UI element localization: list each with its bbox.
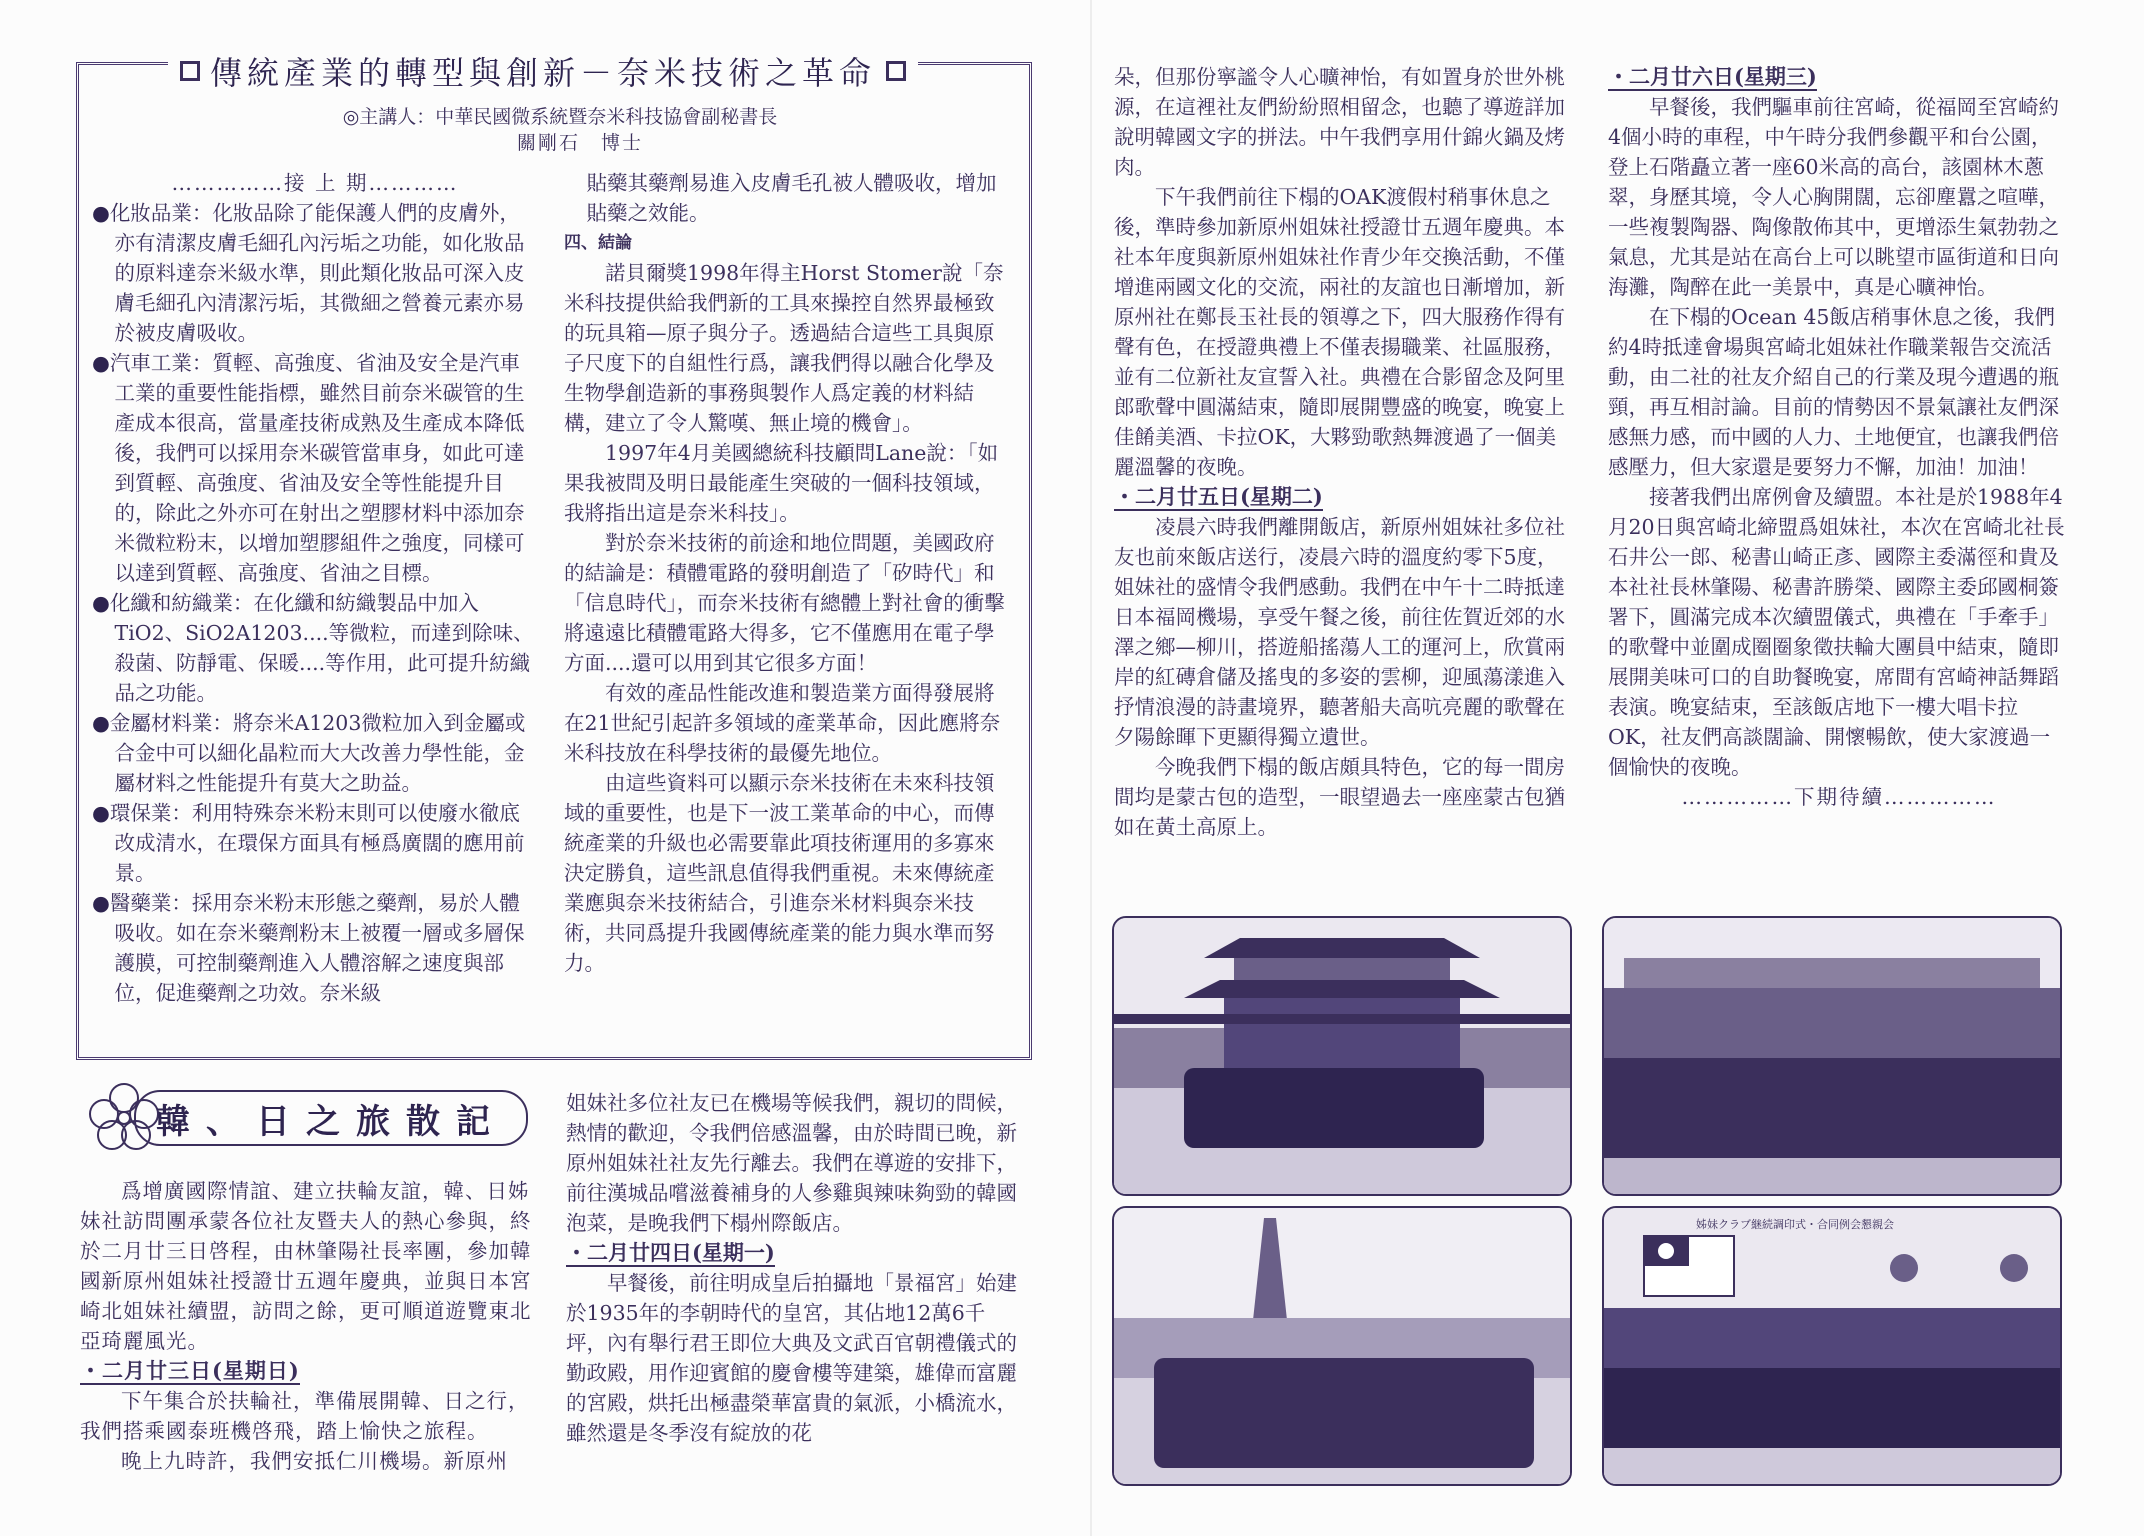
bullet-automotive: ● 汽車工業：質輕、高強度、省油及安全是汽車工業的重要性能指標，雖然目前奈米碳管的生產成本很高，當量產技術成熟及生產成本降低後，我們可以採用奈米碳管當車身，如此可達到質輕、高強度、省油及安全等性能提升目的，除此之外亦可在射出之塑膠材料中添加奈米微粒粉末，以增加塑膠組件之強度，同樣可以達到質輕、高強度、省油之目標。 bbox=[92, 348, 538, 588]
photo-palace-group bbox=[1112, 916, 1572, 1196]
paragraph: 對於奈米技術的前途和地位問題，美國政府的結論是：積體電路的發明創造了「矽時代」和「信息時代」，而奈米技術有總體上對社會的衝擊將遠遠比積體電路大得多，它不僅應用在電子學方面....還可以用到其它很多方面！ bbox=[564, 531, 1005, 675]
page-fold bbox=[1090, 0, 1092, 1536]
paragraph: 朵，但那份寧謐令人心曠神怡，有如置身於世外桃源，在這裡社友們紛紛照相留念，也聽了導遊詳加說明韓國文字的拼法。中午我們享用什錦火鍋及烤肉。 bbox=[1114, 65, 1565, 179]
travel-article-title: 韓、日之旅散記 bbox=[156, 1101, 506, 1142]
bullet-medicine: ● 醫藥業：採用奈米粉末形態之藥劑，易於人體吸收。如在奈米藥劑粉末上被覆一層或多層保護膜，可控制藥劑進入人體溶解之速度與部位，促進藥劑之功效。奈米級 bbox=[92, 888, 538, 1008]
travel-column-4 bbox=[1608, 62, 2070, 812]
continued-marker: ……………接 上 期………… bbox=[171, 171, 459, 195]
travel-column-2 bbox=[566, 1088, 1024, 1448]
paragraph: 由這些資料可以顯示奈米技術在未來科技領域的重要性，也是下一波工業革命的中心，而傳統產業的升級也必需要靠此項技術運用的多寡來決定勝負，這些訊息值得我們重視。未來傳統產業應與奈米技術結合，引進奈米材料與奈米技術，共同爲提升我國傳統產業的能力與水準而努力。 bbox=[564, 771, 995, 975]
square-ornament-icon bbox=[180, 61, 200, 81]
photo-banquet-hall bbox=[1602, 916, 2062, 1196]
section-heading: 四、結論 bbox=[564, 233, 632, 253]
speaker-name: 關剛石 博士 bbox=[516, 132, 643, 154]
bullet-cosmetics: ● 化妝品業：化妝品除了能保護人們的皮膚外，亦有清潔皮膚毛細孔內污垢之功能，如化妝品的原料達奈米級水準，則此類化妝品可深入皮膚毛細孔內清潔污垢，其微細之營養元素亦易於被皮膚吸收。 bbox=[92, 198, 538, 348]
date-heading: ・二月廿六日(星期三) bbox=[1608, 64, 1817, 89]
photo-park-tower bbox=[1112, 1206, 1572, 1486]
nano-left-column bbox=[92, 168, 538, 1008]
date-heading: ・二月廿五日(星期二) bbox=[1114, 484, 1323, 509]
paragraph: 凌晨六時我們離開飯店，新原州姐妹社多位社友也前來飯店送行，凌晨六時的溫度約零下5度，姐妹社的盛情令我們感動。我們在中午十二時抵達日本福岡機場，享受午餐之後，前往佐賀近郊的水澤之鄉—柳川，搭遊船搖蕩人工的運河上，欣賞兩岸的紅磚倉儲及搖曳的多姿的雲柳，迎風蕩漾進入抒情浪漫的詩畫境界，聽著船夫高吭亮麗的歌聲在夕陽餘暉下更顯得獨立遺世。 bbox=[1114, 515, 1565, 749]
paragraph: 早餐後，前往明成皇后拍攝地「景福宮」始建於1935年的李朝時代的皇宮，其佔地12萬6千坪，內有舉行君王即位大典及文武百官朝禮儀式的勤政殿，用作迎賓館的慶會樓等建築，雄偉而富麗的宮殿，烘托出極盡榮華富貴的氣派，小橋流水，雖然還是冬季沒有綻放的花 bbox=[566, 1271, 1017, 1445]
paragraph: 諾貝爾獎1998年得主Horst Stomer說「奈米科技提供給我們新的工具來操控自然界最極致的玩具箱—原子與分子。透過結合這些工具與原子尺度下的自組性行爲，讓我們得以融合化學及生物學創造新的事務與製作人爲定義的材料結構，建立了令人驚嘆、無止境的機會」。 bbox=[564, 261, 1004, 435]
travel-column-3 bbox=[1114, 62, 1576, 842]
travel-column-1 bbox=[80, 1176, 532, 1476]
speaker-line: ◎主講人：中華民國微系統暨奈米科技協會副秘書長 bbox=[342, 106, 778, 128]
nano-right-column bbox=[564, 168, 1010, 978]
paragraph: 下午集合於扶輪社，準備展開韓、日之行，我們搭乘國泰班機啓飛，踏上愉快之旅程。 bbox=[80, 1389, 530, 1443]
to-be-continued: ……………下期待續…………… bbox=[1681, 785, 1997, 809]
speaker-credit bbox=[300, 104, 820, 156]
paragraph: 早餐後，我們驅車前往宮崎，從福岡至宮崎約4個小時的車程，中午時分我們參觀平和台公園，登上石階矗立著一座60米高的高台，該園林木蔥翠，身歷其境，令人心胸開闊，忘卻塵囂之喧嘩，一些複製陶器、陶像散佈其中，更增添生氣勃勃之氣息，尤其是站在高台上可以眺望市區街道和日向海灘，陶醉在此一美景中，真是心曠神怡。 bbox=[1608, 95, 2059, 299]
bullet-textile: ● 化纖和紡織業：在化纖和紡織製品中加入TiO2、SiO2A1203....等微粒，而達到除味、殺菌、防靜電、保暖....等作用，此可提升紡織品之功能。 bbox=[92, 588, 538, 708]
nano-article-title: 傳統產業的轉型與創新－奈米技術之革命 bbox=[209, 54, 876, 92]
paragraph: 接著我們出席例會及續盟。本社是於1988年4月20日與宮崎北締盟爲姐妹社，本次在宮崎北社長石井公一郎、秘書山崎正彥、國際主委滿徑和貴及本社社長林肇陽、秘書許勝榮、國際主委邱國桐簽署下，圓滿完成本次續盟儀式，典禮在「手牽手」的歌聲中並圍成圈圈象徵扶輪大團員中結束，隨即展開美味可口的自助餐晚宴，席間有宮崎神話舞蹈表演。晚宴結束，至該飯店地下一樓大唱卡拉OK，社友們高談闊論、開懷暢飲，使大家渡過一個愉快的夜晚。 bbox=[1608, 485, 2065, 779]
intro-paragraph: 爲增廣國際情誼、建立扶輪友誼，韓、日姊妹社訪問團承蒙各位社友暨夫人的熱心參與，終於二月廿三日啓程，由林肇陽社長率團，參加韓國新原州姐妹社授證廿五週年慶典，並與日本宮崎北姐妹社續盟，訪問之餘，更可順道遊覽東北亞琦麗風光。 bbox=[80, 1179, 532, 1353]
nano-title-bar bbox=[168, 48, 918, 94]
paragraph: 今晚我們下榻的飯店頗具特色，它的每一間房間均是蒙古包的造型，一眼望過去一座座蒙古包猶如在黃土高原上。 bbox=[1114, 755, 1565, 839]
paragraph: 有效的產品性能改進和製造業方面得發展將在21世紀引起許多領域的產業革命，因此應將奈米科技放在科學技術的最優先地位。 bbox=[564, 681, 1001, 765]
bullet-environment: ● 環保業：利用特殊奈米粉末則可以使廢水徹底改成清水，在環保方面具有極爲廣闊的應用前景。 bbox=[92, 798, 538, 888]
continued-paragraph: 貼藥其藥劑易進入皮膚毛孔被人體吸收，增加貼藥之效能。 bbox=[586, 171, 997, 225]
paragraph: 在下榻的Ocean 45飯店稍事休息之後，我們約4時抵達會場與宮崎北姐妹社作職業報告交流活動，由二社的社友介紹自己的行業及現今遭遇的瓶頸，再互相討論。目前的情勢因不景氣讓社友們深感無力感，而中國的人力、土地便宜，也讓我們倍感壓力，但大家還是要努力不懈，加油！加油！ bbox=[1608, 305, 2059, 479]
bullet-metal: ● 金屬材料業：將奈米A1203微粒加入到金屬或合金中可以細化晶粒而大大改善力學性能，金屬材料之性能提升有莫大之助益。 bbox=[92, 708, 538, 798]
paragraph: 晚上九時許，我們安抵仁川機場。新原州 bbox=[121, 1449, 508, 1473]
date-heading: ・二月廿四日(星期一) bbox=[566, 1240, 775, 1265]
square-ornament-icon bbox=[886, 61, 906, 81]
paragraph: 1997年4月美國總統科技顧問Lane說：「如果我被問及明日最能產生突破的一個科技領域，我將指出這是奈米科技」。 bbox=[564, 441, 999, 525]
ceremony-banner-text: 姊妹クラブ継続調印式・合同例会懇親会 bbox=[1696, 1218, 1894, 1231]
travel-title-banner bbox=[134, 1090, 528, 1146]
paragraph: 姐妹社多位社友已在機場等候我們，親切的問候，熱情的歡迎，令我們倍感溫馨，由於時間已晚，新原州姐妹社社友先行離去。我們在導遊的安排下，前往漢城品嚐滋養補身的人參雞與辣味夠勁的韓國泡菜，是晚我們下榻州際飯店。 bbox=[566, 1091, 1017, 1235]
date-heading: ・二月廿三日(星期日) bbox=[80, 1358, 300, 1383]
photo-renewal-ceremony bbox=[1602, 1206, 2062, 1486]
paragraph: 下午我們前往下榻的OAK渡假村稍事休息之後，準時參加新原州姐妹社授證廿五週年慶典。本社本年度與新原州姐妹社作青少年交換活動，不僅增進兩國文化的交流，兩社的友誼也日漸增加，新原州社在鄭長玉社長的領導之下，四大服務作得有聲有色，在授證典禮上不僅表揚職業、社區服務，並有二位新社友宣誓入社。典禮在合影留念及阿里郎歌聲中圓滿結束，隨即展開豐盛的晚宴，晚宴上佳餚美酒、卡拉OK，大夥勁歌熱舞渡過了一個美麗溫馨的夜晚。 bbox=[1114, 185, 1565, 479]
